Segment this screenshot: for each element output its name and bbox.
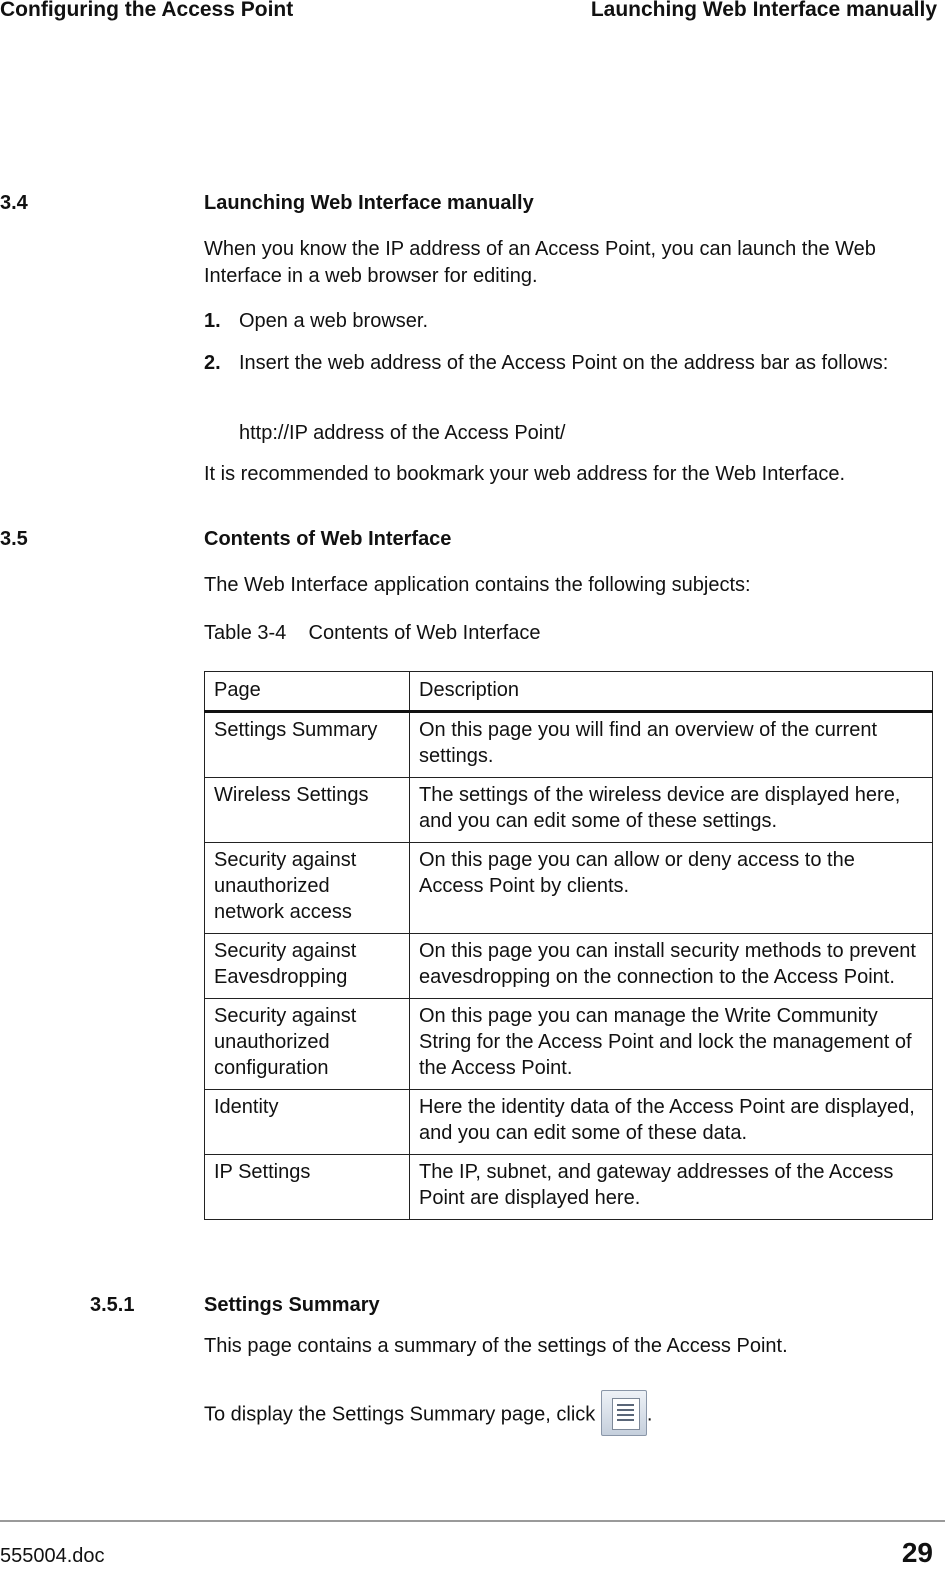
table-row — [205, 1090, 933, 1155]
footer-document-name: 555004.doc — [0, 1545, 105, 1567]
instruction-end: . — [646, 1403, 653, 1426]
step-2-text: Insert the web address of the Access Point on the address bar as follows: — [239, 352, 889, 374]
bookmark-note: It is recommended to bookmark your web address for the Web Interface. — [204, 463, 846, 485]
step-2-number: 2. — [204, 352, 221, 374]
section-3-5-1-intro: This page contains a summary of the settings of the Access Point. — [204, 1335, 788, 1357]
header-chapter-title: Configuring the Access Point — [0, 0, 294, 21]
table-cell-description: On this page you can install security methods to prevent eavesdropping on the connection to the Access Point. — [410, 934, 933, 999]
table-cell-page: Security against unauthorized network access — [205, 843, 410, 934]
contents-table — [204, 671, 933, 1220]
table-cell-page: Identity — [205, 1090, 410, 1155]
table-row — [205, 1155, 933, 1220]
table-cell-description: The settings of the wireless device are displayed here, and you can edit some of these settings. — [410, 778, 933, 843]
table-cell-description: The IP, subnet, and gateway addresses of the Access Point are displayed here. — [410, 1155, 933, 1220]
document-icon — [612, 1398, 640, 1430]
section-3-5-1-title: Settings Summary — [204, 1294, 380, 1316]
footer-divider — [0, 1520, 945, 1522]
table-row — [205, 843, 933, 934]
settings-summary-icon[interactable] — [601, 1390, 647, 1436]
section-3-4-intro: When you know the IP address of an Access Point, you can launch the Web Interface in a web browser for editing. — [204, 238, 876, 287]
table-cell-page: Security against Eavesdropping — [205, 934, 410, 999]
table-cell-description: On this page you can manage the Write Community String for the Access Point and lock the management of the Access Point. — [410, 999, 933, 1090]
section-3-4-number: 3.4 — [0, 192, 28, 214]
table-cell-page: Settings Summary — [205, 712, 410, 778]
table-cell-page: Security against unauthorized configuration — [205, 999, 410, 1090]
section-3-5-1-number: 3.5.1 — [90, 1294, 135, 1316]
table-row — [205, 712, 933, 778]
table-cell-page: Wireless Settings — [205, 778, 410, 843]
section-3-5-title: Contents of Web Interface — [204, 528, 452, 550]
settings-summary-instruction — [204, 1392, 652, 1438]
table-cell-page: IP Settings — [205, 1155, 410, 1220]
section-3-5-number: 3.5 — [0, 528, 28, 550]
table-cell-description: On this page you will find an overview of the current settings. — [410, 712, 933, 778]
table-row — [205, 934, 933, 999]
table-row — [205, 999, 933, 1090]
section-3-5-intro: The Web Interface application contains the following subjects: — [204, 574, 751, 596]
table-header-description: Description — [410, 672, 933, 712]
header-section-title: Launching Web Interface manually — [590, 0, 937, 21]
step-1-number: 1. — [204, 310, 221, 332]
table-header-row — [205, 672, 933, 712]
table-row — [205, 778, 933, 843]
footer-page-number: 29 — [901, 1537, 933, 1568]
access-point-url: http://IP address of the Access Point/ — [239, 422, 566, 444]
table-header-page: Page — [205, 672, 410, 712]
table-cell-description: On this page you can allow or deny access to the Access Point by clients. — [410, 843, 933, 934]
table-cell-description: Here the identity data of the Access Point are displayed, and you can edit some of these data. — [410, 1090, 933, 1155]
step-1-text: Open a web browser. — [239, 310, 428, 332]
instruction-text: To display the Settings Summary page, click — [204, 1403, 596, 1426]
section-3-4-title: Launching Web Interface manually — [204, 192, 534, 214]
table-caption: Table 3-4 Contents of Web Interface — [204, 622, 541, 644]
